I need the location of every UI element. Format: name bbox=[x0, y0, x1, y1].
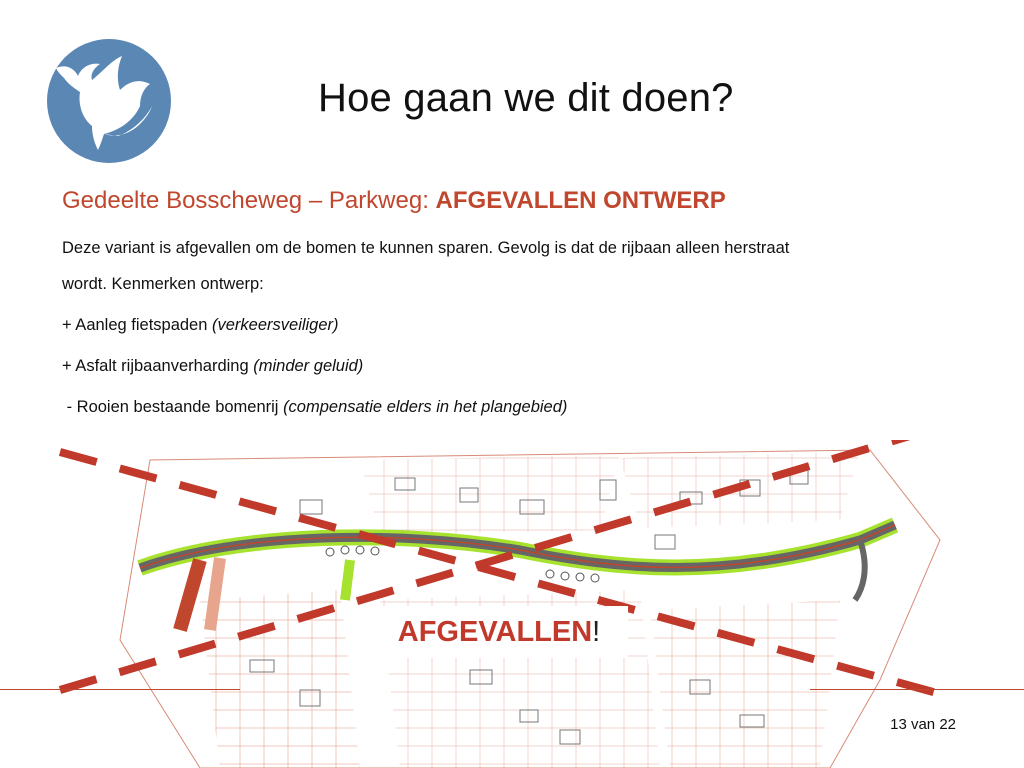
subtitle-emphasis: AFGEVALLEN ONTWERP bbox=[435, 187, 726, 214]
page-number: 13 van 22 bbox=[890, 716, 956, 733]
design-map bbox=[0, 440, 1024, 768]
swan-logo-icon bbox=[46, 38, 172, 164]
intro-line-2: wordt. Kenmerken ontwerp: bbox=[62, 275, 264, 293]
slide-subtitle bbox=[62, 187, 726, 215]
intro-line-1: Deze variant is afgevallen om de bomen te kunnen sparen. Gevolg is dat de rijbaan alleen herstraat bbox=[62, 239, 790, 257]
slide-body bbox=[62, 230, 962, 428]
stamp-word: AFGEVALLEN bbox=[397, 615, 593, 648]
footer-rule-right bbox=[810, 689, 1024, 690]
slide-title: Hoe gaan we dit doen? bbox=[318, 76, 734, 120]
stamp-mark: ! bbox=[592, 615, 601, 648]
subtitle-prefix: Gedeelte Bosscheweg – Parkweg: bbox=[62, 187, 436, 214]
footer-rule-left bbox=[0, 689, 240, 690]
rejected-stamp bbox=[370, 606, 628, 658]
feature-item: + Asfalt rijbaanverharding (minder geluid) bbox=[62, 357, 364, 375]
feature-item: - Rooien bestaande bomenrij (compensatie elders in het plangebied) bbox=[62, 398, 568, 416]
feature-item: + Aanleg fietspaden (verkeersveiliger) bbox=[62, 316, 339, 334]
